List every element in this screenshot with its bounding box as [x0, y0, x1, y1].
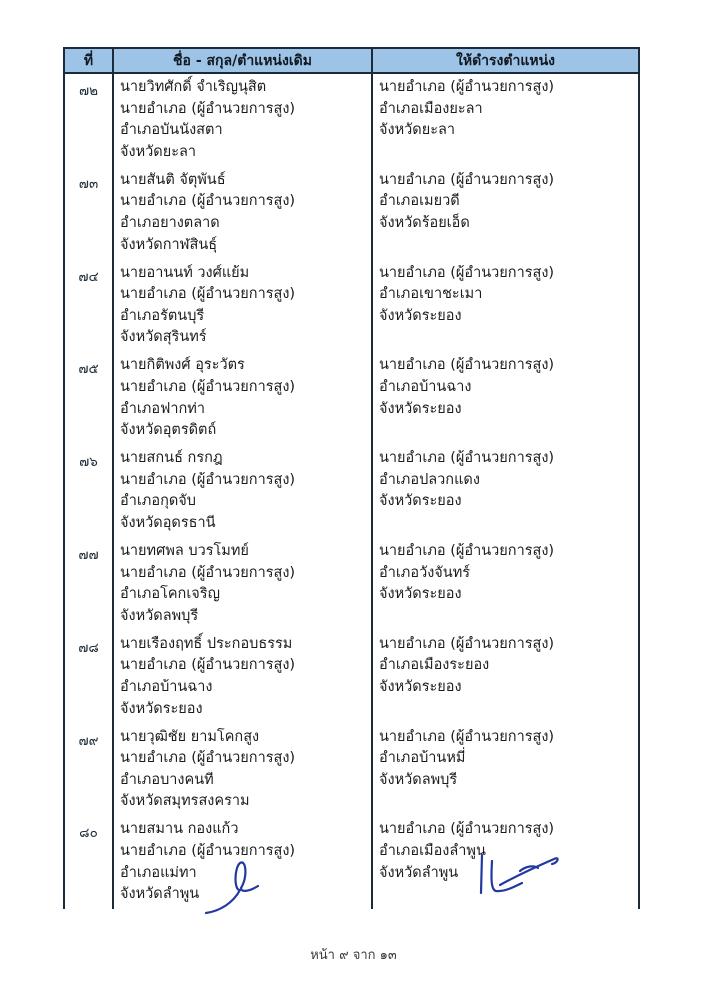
table-row	[65, 352, 638, 445]
new-position-cell	[373, 167, 638, 260]
former-position-cell	[112, 631, 373, 724]
detail-line: จังหวัดกาฬสินธุ์	[120, 236, 218, 253]
detail-line: จังหวัดยะลา	[120, 143, 197, 160]
person-name: นายอานนท์ วงศ์แย้ม	[120, 264, 250, 281]
person-name: นายสันติ จัตุพันธ์	[120, 171, 226, 188]
detail-line: จังหวัดอุดรธานี	[120, 514, 216, 531]
detail-line: นายอำเภอ (ผู้อำนวยการสูง)	[379, 728, 555, 745]
detail-line: อำเภอยางตลาด	[120, 214, 220, 231]
detail-line: จังหวัดระยอง	[379, 400, 462, 417]
detail-line: จังหวัดลำพูน	[120, 886, 200, 903]
detail-line: อำเภอบันนังสตา	[120, 122, 223, 139]
person-name: นายสกนธ์ กรกฎ	[120, 450, 223, 467]
detail-line: จังหวัดสมุทรสงคราม	[120, 793, 250, 810]
detail-line: อำเภอบ้านฉาง	[120, 678, 213, 695]
detail-line: จังหวัดร้อยเอ็ด	[379, 214, 470, 231]
detail-line: อำเภอบ้านฉาง	[379, 378, 472, 395]
detail-line: อำเภอแม่ทา	[120, 864, 197, 881]
detail-line: จังหวัดลพบุรี	[379, 771, 458, 788]
detail-line: จังหวัดลำพูน	[379, 864, 459, 881]
detail-line: นายอำเภอ (ผู้อำนวยการสูง)	[120, 378, 296, 395]
former-position-cell	[112, 724, 373, 817]
detail-line: นายอำเภอ (ผู้อำนวยการสูง)	[379, 264, 555, 281]
person-name: นายทศพล บวรโมทย์	[120, 542, 249, 559]
row-number: ๗๘	[78, 639, 99, 656]
row-number: ๗๖	[79, 454, 98, 471]
detail-line: อำเภอบ้านหมี่	[379, 750, 466, 767]
page-number-label: หน้า ๙ จาก ๑๓	[310, 948, 397, 963]
person-name: นายเรืองฤทธิ์ ประกอบธรรม	[120, 635, 293, 652]
person-name: นายวิทศักดิ์ จำเริญนุสิต	[120, 79, 267, 95]
person-name: นายวุฒิชัย ยามโคกสูง	[120, 728, 260, 745]
row-number: ๗๙	[78, 732, 99, 749]
new-position-cell	[373, 352, 638, 445]
signature-icon-right	[468, 843, 578, 905]
former-position-cell	[112, 352, 373, 445]
table-row	[65, 260, 638, 353]
row-number: ๗๔	[78, 268, 99, 285]
detail-line: นายอำเภอ (ผู้อำนวยการสูง)	[379, 542, 555, 559]
table-row	[65, 538, 638, 631]
detail-line: นายอำเภอ (ผู้อำนวยการสูง)	[120, 657, 296, 674]
assignments-table	[63, 47, 640, 909]
table-row	[65, 724, 638, 817]
detail-line: อำเภอรัตนบุรี	[120, 307, 205, 324]
detail-line: นายอำเภอ (ผู้อำนวยการสูง)	[379, 357, 555, 374]
detail-line: นายอำเภอ (ผู้อำนวยการสูง)	[120, 286, 296, 303]
detail-line: นายอำเภอ (ผู้อำนวยการสูง)	[379, 450, 555, 467]
table-row	[65, 167, 638, 260]
row-number: ๗๕	[78, 361, 99, 378]
detail-line: อำเภอเมยวดี	[379, 193, 460, 210]
detail-line: นายอำเภอ (ผู้อำนวยการสูง)	[379, 171, 555, 188]
new-position-cell	[373, 631, 638, 724]
column-header-new-position: ให้ดำรงตำแหน่ง	[456, 52, 555, 69]
detail-line: อำเภอเขาชะเมา	[379, 286, 483, 303]
detail-line: อำเภอวังจันทร์	[379, 564, 471, 581]
detail-line: จังหวัดระยอง	[379, 678, 462, 695]
former-position-cell	[112, 260, 373, 353]
row-number: ๘๐	[79, 825, 98, 842]
detail-line: นายอำเภอ (ผู้อำนวยการสูง)	[120, 842, 296, 859]
detail-line: จังหวัดสุรินทร์	[120, 329, 207, 346]
detail-line: จังหวัดระยอง	[379, 493, 462, 510]
row-number: ๗๗	[78, 546, 99, 563]
signature-icon-left	[200, 840, 320, 920]
person-name: นายกิติพงศ์ อุระวัตร	[120, 357, 245, 374]
detail-line: นายอำเภอ (ผู้อำนวยการสูง)	[120, 193, 296, 210]
table-row	[65, 74, 638, 167]
detail-line: จังหวัดระยอง	[379, 307, 462, 324]
detail-line: นายอำเภอ (ผู้อำนวยการสูง)	[120, 471, 296, 488]
detail-line: จังหวัดลพบุรี	[120, 607, 199, 624]
detail-line: นายอำเภอ (ผู้อำนวยการสูง)	[379, 79, 555, 95]
column-header-no: ที่	[83, 52, 94, 69]
detail-line: จังหวัดอุตรดิตถ์	[120, 422, 217, 439]
detail-line: จังหวัดระยอง	[379, 586, 462, 603]
table-row	[65, 445, 638, 538]
former-position-cell	[112, 167, 373, 260]
detail-line: จังหวัดยะลา	[379, 122, 456, 139]
detail-line: อำเภอบางคนที	[120, 771, 214, 788]
new-position-cell	[373, 445, 638, 538]
detail-line: อำเภอฟากท่า	[120, 400, 205, 417]
detail-line: นายอำเภอ (ผู้อำนวยการสูง)	[120, 750, 296, 767]
detail-line: อำเภอเมืองยะลา	[379, 100, 483, 117]
former-position-cell	[112, 538, 373, 631]
table-row	[65, 631, 638, 724]
detail-line: นายอำเภอ (ผู้อำนวยการสูง)	[379, 635, 555, 652]
detail-line: จังหวัดระยอง	[120, 700, 203, 717]
detail-line: อำเภอเมืองระยอง	[379, 657, 490, 674]
detail-line: นายอำเภอ (ผู้อำนวยการสูง)	[120, 100, 296, 117]
column-header-name-former-position: ชื่อ - สกุล/ตำแหน่งเดิม	[112, 49, 373, 72]
new-position-cell	[373, 724, 638, 817]
former-position-cell	[112, 445, 373, 538]
row-number: ๗๒	[78, 83, 99, 99]
new-position-cell	[373, 538, 638, 631]
detail-line: อำเภอปลวกแดง	[379, 471, 480, 488]
detail-line: อำเภอกุดจับ	[120, 493, 196, 510]
table-body	[63, 74, 640, 909]
new-position-cell	[373, 74, 638, 167]
table-header-row	[63, 47, 640, 74]
person-name: นายสมาน กองแก้ว	[120, 821, 239, 838]
former-position-cell	[112, 74, 373, 167]
new-position-cell	[373, 260, 638, 353]
detail-line: อำเภอเมืองลำพูน	[379, 842, 486, 859]
detail-line: นายอำเภอ (ผู้อำนวยการสูง)	[379, 821, 555, 838]
row-number: ๗๓	[78, 175, 99, 192]
detail-line: อำเภอโคกเจริญ	[120, 586, 220, 603]
detail-line: นายอำเภอ (ผู้อำนวยการสูง)	[120, 564, 296, 581]
